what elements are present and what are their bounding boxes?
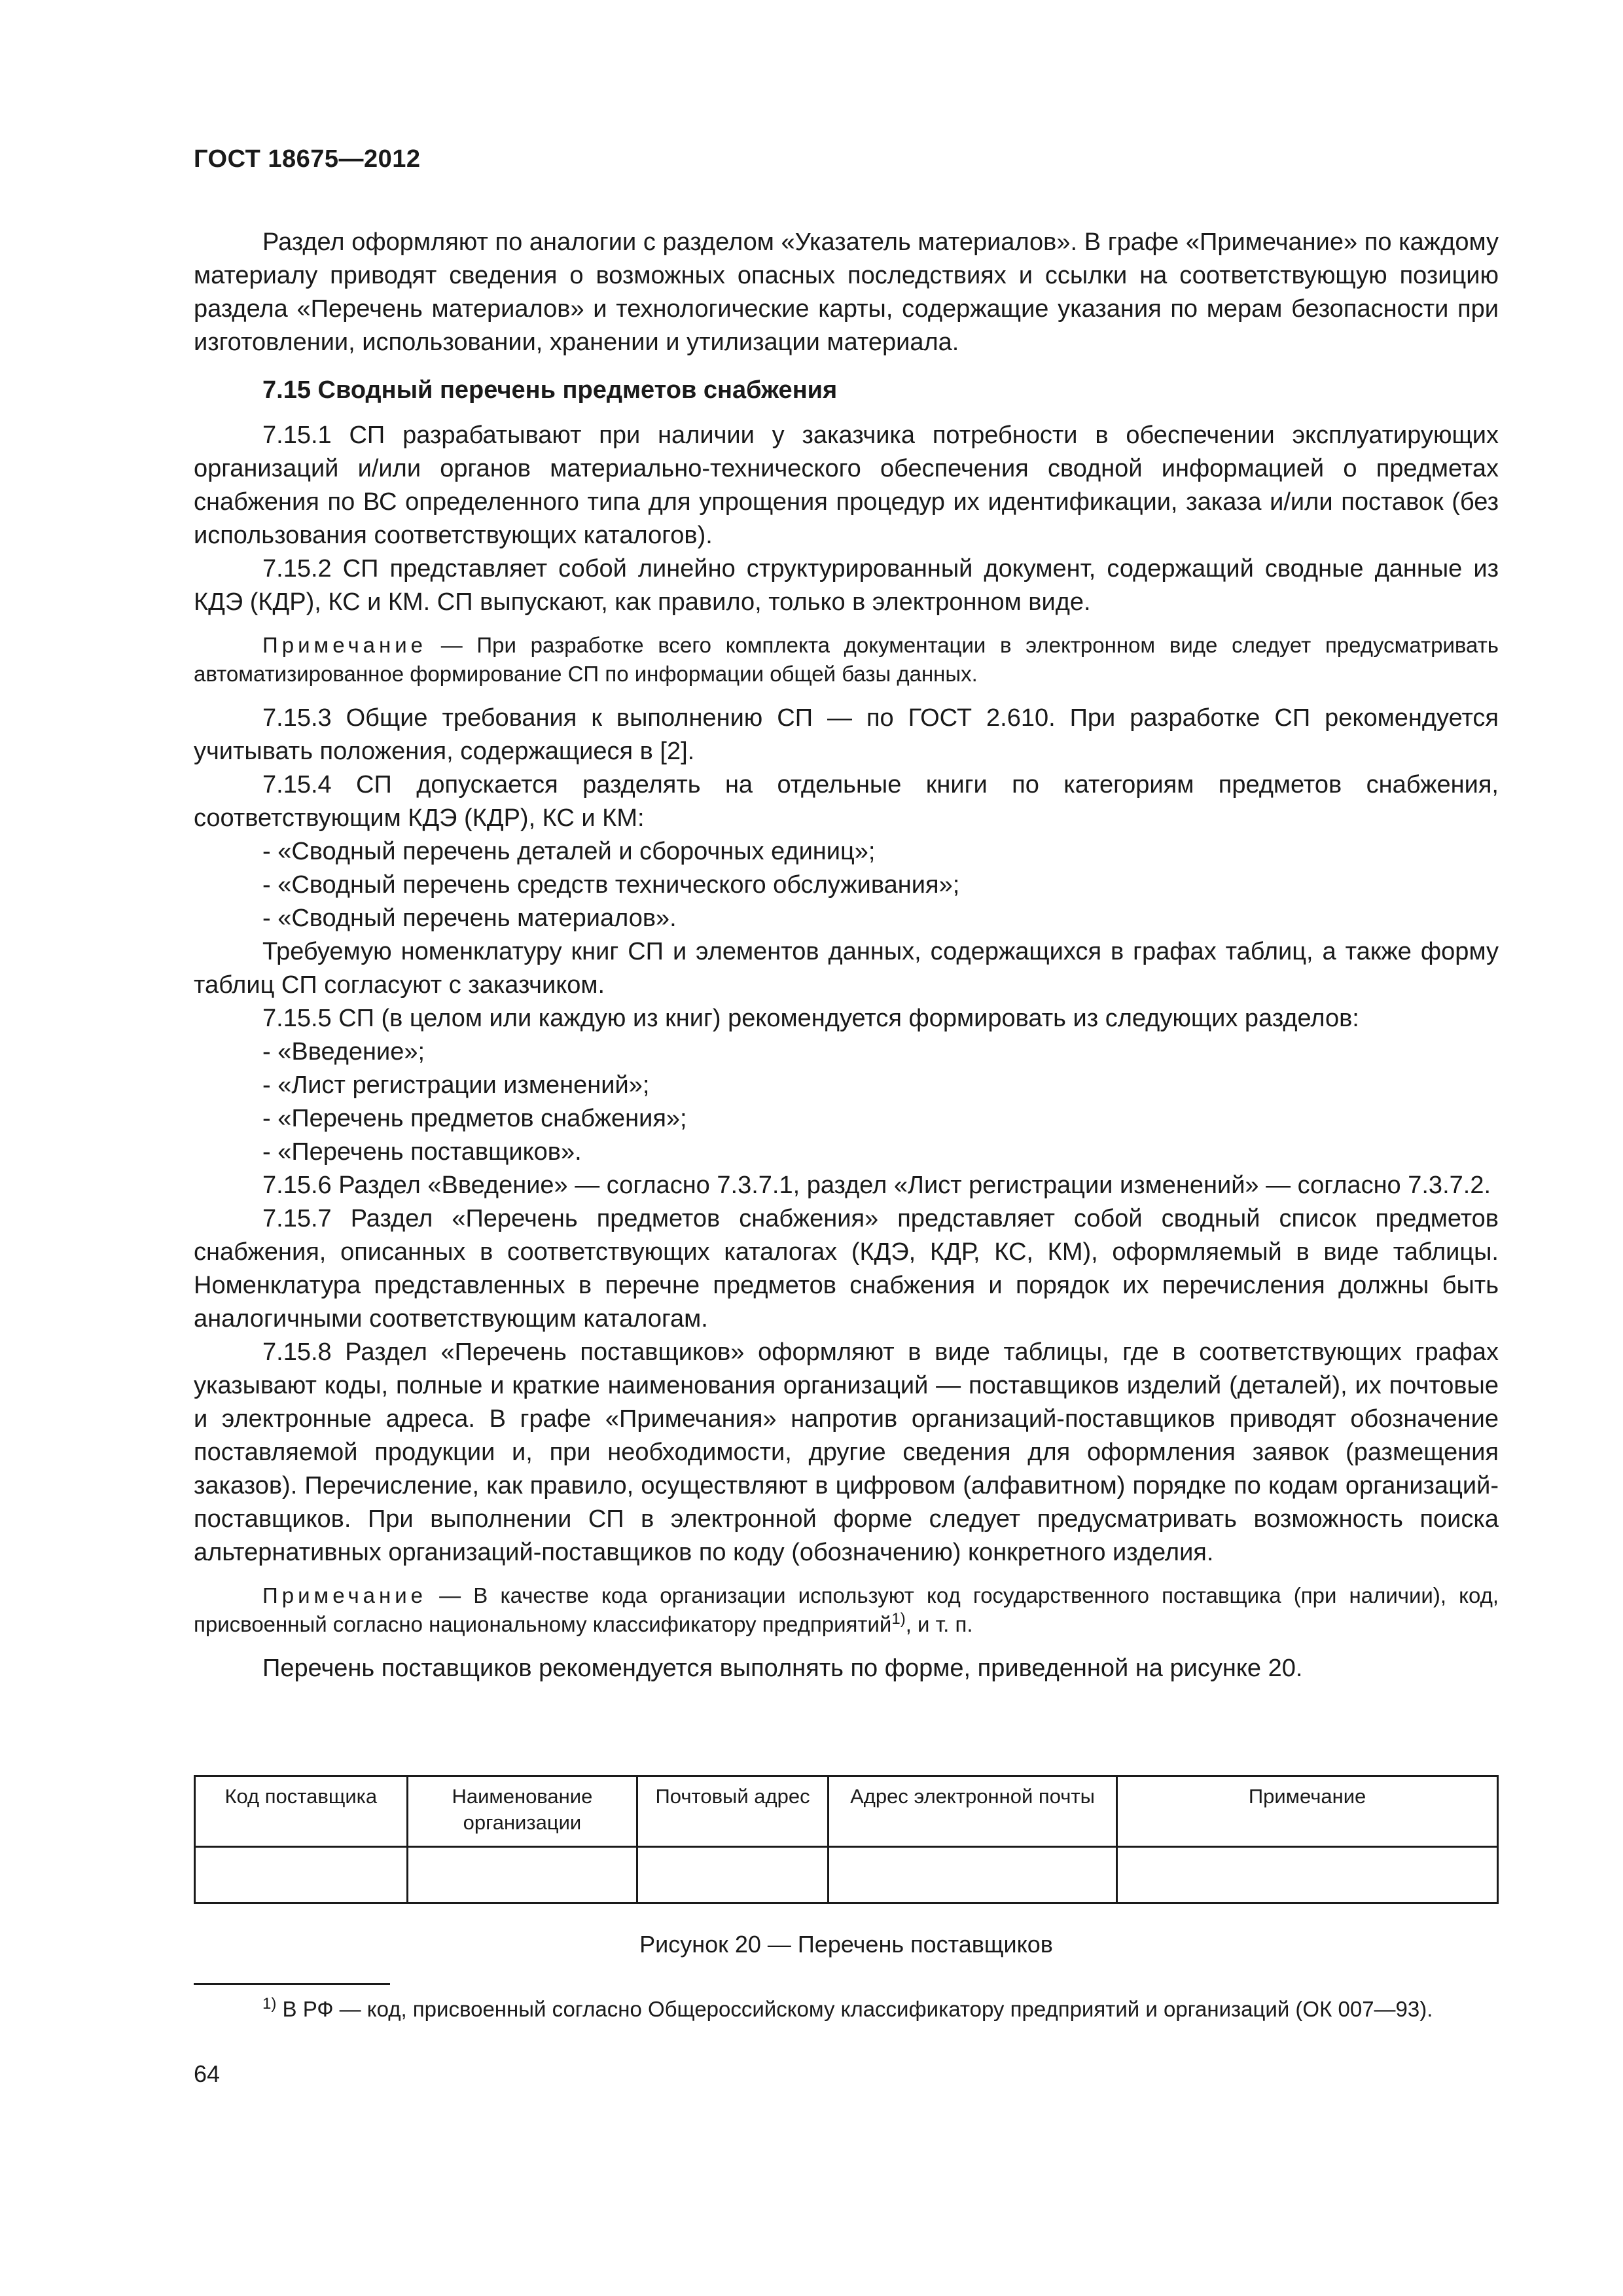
table-cell	[637, 1847, 829, 1903]
list-7-15-4-item-1: - «Сводный перечень деталей и сборочных единиц»;	[262, 838, 876, 865]
paragraph-7-15-3: 7.15.3 Общие требования к выполнению СП — по ГОСТ 2.610. При разработке СП рекомендуется учитывать положения, содержащиеся в [2].	[194, 704, 1499, 765]
document-header: ГОСТ 18675—2012	[194, 145, 421, 173]
note-1	[194, 631, 1499, 689]
list-7-15-4-item-3: - «Сводный перечень материалов».	[262, 905, 677, 932]
footnote	[194, 1995, 1499, 2024]
paragraph-requirement: Требуемую номенклатуру книг СП и элементов данных, содержащихся в графах таблиц, а также форму таблиц СП согласуют с заказчиком.	[194, 938, 1499, 999]
note-2	[194, 1581, 1499, 1639]
list-7-15-5-item-2: - «Лист регистрации изменений»;	[262, 1071, 650, 1099]
table-row	[195, 1847, 1498, 1903]
note-2-footnote-ref: 1)	[891, 1610, 906, 1628]
table-header-cell: Примечание	[1117, 1776, 1498, 1847]
table-header-cell: Адрес электронной почты	[828, 1776, 1116, 1847]
footnote-text: В РФ — код, присвоенный согласно Общероссийскому классификатору предприятий и организаций (ОК 007—93).	[276, 1997, 1433, 2021]
section-heading: 7.15 Сводный перечень предметов снабжения	[262, 376, 838, 404]
footnote-divider	[194, 1983, 390, 1985]
document-body	[194, 226, 1499, 1705]
table-cell	[195, 1847, 408, 1903]
table-cell	[407, 1847, 637, 1903]
table-header-cell: Код поставщика	[195, 1776, 408, 1847]
note-2-label: Примечание	[262, 1583, 427, 1607]
note-1-label: Примечание	[262, 633, 427, 657]
note-2-text-end: , и т. п.	[905, 1612, 973, 1636]
paragraph-form: Перечень поставщиков рекомендуется выполнять по форме, приведенной на рисунке 20.	[262, 1655, 1303, 1682]
table-header-cell: Почтовый адрес	[637, 1776, 829, 1847]
paragraph-7-15-7: 7.15.7 Раздел «Перечень предметов снабжения» представляет собой сводный список предметов снабжения, описанных в соответствующих каталогах (КДЭ, КДР, КС, КМ), оформляемый в виде таблицы. Номенклатура представленных в перечне предметов снабжения и порядок их перечисления должны быть аналогичными соответствующим каталогам.	[194, 1205, 1499, 1333]
table-cell	[828, 1847, 1116, 1903]
table-cell	[1117, 1847, 1498, 1903]
paragraph-7-15-2: 7.15.2 СП представляет собой линейно структурированный документ, содержащий сводные данные из КДЭ (КДР), КС и КМ. СП выпускают, как правило, только в электронном виде.	[194, 555, 1499, 616]
page-number: 64	[194, 2060, 221, 2087]
table-header-cell: Наименование организации	[407, 1776, 637, 1847]
footnote-body	[194, 1995, 1499, 2024]
list-7-15-5-item-4: - «Перечень поставщиков».	[262, 1138, 582, 1166]
intro-paragraph: Раздел оформляют по аналогии с разделом «Указатель материалов». В графе «Примечание» по каждому материалу приводят сведения о возможных опасных последствиях и ссылки на соответствующую позицию раздела «Перечень материалов» и технологические карты, содержащие указания по мерам безопасности при изготовлении, использовании, хранении и утилизации материала.	[194, 228, 1499, 356]
paragraph-7-15-1: 7.15.1 СП разрабатывают при наличии у заказчика потребности в обеспечении эксплуатирующих организаций и/или органов материально-технического обеспечения сводной информацией о предметах снабжения по ВС определенного типа для упрощения процедур их идентификации, заказа и/или поставок (без использования соответствующих каталогов).	[194, 422, 1499, 549]
paragraph-7-15-8: 7.15.8 Раздел «Перечень поставщиков» оформляют в виде таблицы, где в соответствующих графах указывают коды, полные и краткие наименования организаций — поставщиков изделий (деталей), их почтовые и электронные адреса. В графе «Примечания» напротив организаций-поставщиков приводят обозначение поставляемой продукции и, при необходимости, другие сведения для оформления заявок (размещения заказов). Перечисление, как правило, осуществляют в цифровом (алфавитном) порядке по кодам организаций-поставщиков. При выполнении СП в электронной форме следует предусматривать возможность поиска альтернативных организаций-поставщиков по коду (обозначению) конкретного изделия.	[194, 1338, 1499, 1566]
list-7-15-5-item-3: - «Перечень предметов снабжения»;	[262, 1105, 687, 1132]
paragraph-7-15-6: 7.15.6 Раздел «Введение» — согласно 7.3.7.1, раздел «Лист регистрации изменений» — согласно 7.3.7.2.	[262, 1172, 1491, 1199]
paragraph-7-15-5: 7.15.5 СП (в целом или каждую из книг) рекомендуется формировать из следующих разделов:	[262, 1005, 1359, 1032]
note-2-text: — В качестве кода организации используют код государственного поставщика (при наличии), код, присвоенный согласно национальному классификатору предприятий	[194, 1583, 1499, 1636]
list-7-15-5-item-1: - «Введение»;	[262, 1038, 425, 1066]
note-1-text: — При разработке всего комплекта документации в электронном виде следует предусматривать автоматизированное формирование СП по информации общей базы данных.	[194, 633, 1499, 686]
list-7-15-4-item-2: - «Сводный перечень средств технического обслуживания»;	[262, 871, 960, 899]
suppliers-form-table	[194, 1775, 1499, 1904]
paragraph-7-15-4: 7.15.4 СП допускается разделять на отдельные книги по категориям предметов снабжения, соответствующим КДЭ (КДР), КС и КМ:	[194, 771, 1499, 832]
figure-caption: Рисунок 20 — Перечень поставщиков	[639, 1931, 1053, 1958]
footnote-mark: 1)	[262, 1995, 277, 2013]
table-header-row	[195, 1776, 1498, 1847]
